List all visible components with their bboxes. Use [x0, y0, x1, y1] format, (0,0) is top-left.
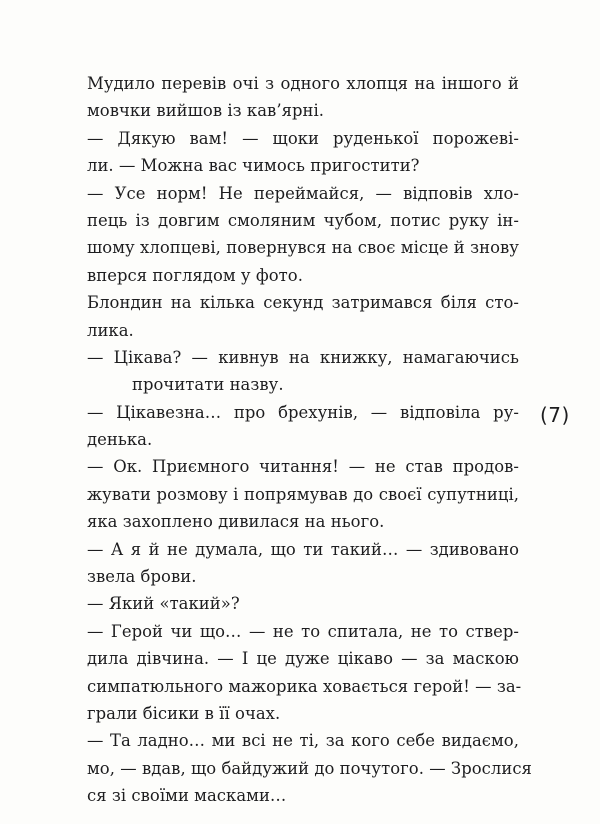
text-line: звела брови.: [87, 567, 197, 587]
text-line: яка захоплено дивилася на нього.: [87, 512, 385, 532]
text-line: лика.: [87, 320, 134, 340]
text-line: — Ок. Приємного читання! — не став продов-: [87, 457, 519, 477]
text-line: симпатюльного мажорика ховається герой! — за-: [87, 676, 522, 696]
text-line: мо, — вдав, що байдужий до почутого. — Зрослися: [87, 758, 532, 778]
text-line: — Цікава? — кивнув на книжку, намагаючись: [87, 347, 519, 367]
text-line: денька.: [87, 430, 153, 450]
page-number: (7): [540, 403, 570, 427]
text-line: жувати розмову і попрямував до своєї супутниці,: [87, 484, 519, 504]
text-line: — Цікавезна… про брехунів, — відповіла ру-: [87, 402, 519, 422]
text-line: ся зі своїми масками…: [87, 786, 287, 806]
text-line: мовчки вийшов із кав’ярні.: [87, 101, 325, 121]
text-line: пець із довгим смоляним чубом, потис руку ін-: [87, 210, 519, 230]
text-line: — Герой чи що… — не то спитала, не то ствер-: [87, 621, 519, 641]
text-line: Мудило перевів очі з одного хлопця на іншого й: [87, 74, 519, 93]
text-line: — А я й не думала, що ти такий… — здивовано: [87, 539, 519, 559]
text-line: Блондин на кілька секунд затримався біля сто-: [87, 293, 519, 313]
text-line: прочитати назву.: [132, 375, 284, 395]
text-line: — Усе норм! Не переймайся, — відповів хло-: [87, 183, 519, 203]
text-line: шому хлопцеві, повернувся на своє місце й знову: [87, 238, 519, 258]
text-line: дила дівчина. — І це дуже цікаво — за маскою: [87, 649, 519, 669]
text-line: — Дякую вам! — щоки руденької порожеві-: [87, 128, 519, 148]
text-line: ли. — Можна вас чимось пригостити?: [87, 156, 420, 176]
text-line: вперся поглядом у фото.: [87, 265, 303, 285]
body-text: [87, 70, 532, 810]
text-line: — Та ладно… ми всі не ті, за кого себе видаємо,: [87, 731, 519, 751]
text-line: грали бісики в її очах.: [87, 703, 281, 723]
text-line: — Який «такий»?: [87, 594, 240, 614]
